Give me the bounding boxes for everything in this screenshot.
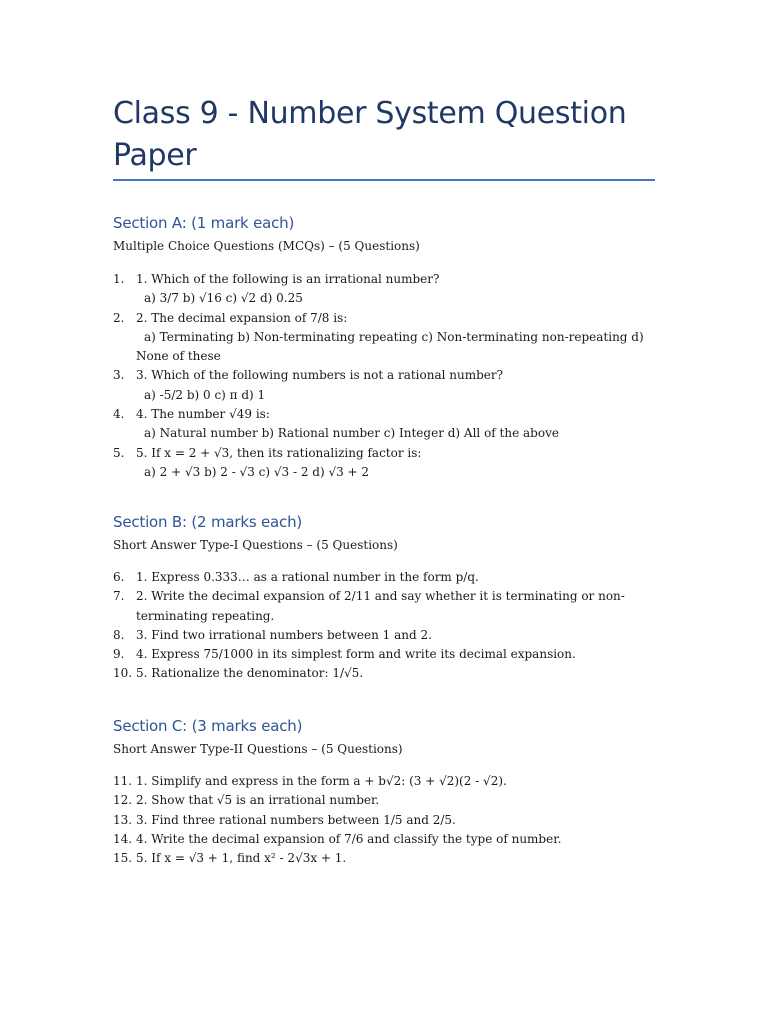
question-text: 2. Show that √5 is an irrational number.	[136, 793, 380, 808]
question-text: 3. Find three rational numbers between 1/5 and 2/5.	[136, 812, 456, 827]
question-item	[113, 568, 673, 587]
question-list	[113, 568, 673, 684]
section-subheading: Multiple Choice Questions (MCQs) – (5 Questions)	[113, 239, 420, 253]
question-item	[113, 626, 673, 645]
question-text: 2. Write the decimal expansion of 2/11 and say whether it is terminating or non-terminating repeating.	[136, 589, 625, 623]
question-number: 3.	[113, 368, 125, 383]
question-options: a) Terminating b) Non-terminating repeating c) Non-terminating non-repeating d) None of these	[136, 329, 644, 364]
title-underline	[113, 179, 655, 181]
question-text: 1. Simplify and express in the form a + b√2: (3 + √2)(2 - √2).	[136, 774, 507, 788]
question-number: 11.	[113, 774, 133, 788]
question-number: 12.	[113, 793, 133, 808]
section-c	[113, 716, 673, 868]
question-item	[113, 309, 673, 367]
question-list	[113, 772, 673, 868]
question-item	[113, 270, 673, 309]
question-text: 4. The number √49 is:	[136, 407, 270, 422]
question-text: 3. Find two irrational numbers between 1 and 2.	[136, 627, 432, 642]
question-item	[113, 772, 673, 791]
question-number: 15.	[113, 851, 133, 866]
section-heading: Section A: (1 mark each)	[113, 214, 295, 232]
question-number: 2.	[113, 310, 125, 325]
question-number: 13.	[113, 812, 133, 827]
section-subheading: Short Answer Type-II Questions – (5 Questions)	[113, 742, 403, 756]
question-text: 5. If x = 2 + √3, then its rationalizing factor is:	[136, 445, 422, 460]
question-item	[113, 645, 673, 664]
question-text: 4. Express 75/1000 in its simplest form and write its decimal expansion.	[136, 647, 576, 662]
question-number: 5.	[113, 445, 125, 460]
question-number: 1.	[113, 272, 125, 286]
section-subheading: Short Answer Type-I Questions – (5 Questions)	[113, 538, 398, 552]
question-text: 4. Write the decimal expansion of 7/6 and classify the type of number.	[136, 831, 562, 846]
question-item	[113, 366, 673, 405]
question-number: 7.	[113, 589, 125, 604]
question-text: 5. Rationalize the denominator: 1/√5.	[136, 666, 364, 681]
question-item	[113, 849, 673, 868]
question-text: 2. The decimal expansion of 7/8 is:	[136, 310, 348, 325]
question-number: 4.	[113, 407, 125, 422]
question-number: 14.	[113, 831, 133, 846]
question-text: 1. Express 0.333… as a rational number in the form p/q.	[136, 570, 479, 584]
question-text: 5. If x = √3 + 1, find x² - 2√3x + 1.	[136, 851, 347, 866]
question-item	[113, 444, 673, 483]
section-heading: Section B: (2 marks each)	[113, 513, 303, 531]
question-item	[113, 405, 673, 444]
question-item	[113, 791, 673, 810]
question-number: 10.	[113, 666, 133, 681]
section-a	[113, 213, 673, 482]
question-number: 6.	[113, 570, 125, 584]
question-text: 1. Which of the following is an irrational number?	[136, 272, 440, 286]
question-options: a) -5/2 b) 0 c) π d) 1	[144, 387, 266, 402]
question-item	[113, 587, 673, 626]
document-title: Class 9 - Number System Question Paper	[113, 96, 627, 173]
question-options: a) Natural number b) Rational number c) Integer d) All of the above	[144, 426, 559, 441]
question-number: 9.	[113, 647, 125, 662]
question-options: a) 3/7 b) √16 c) √2 d) 0.25	[144, 291, 303, 306]
question-item	[113, 811, 673, 830]
question-text: 3. Which of the following numbers is not a rational number?	[136, 368, 504, 383]
question-list	[113, 270, 673, 482]
question-item	[113, 664, 673, 683]
section-heading: Section C: (3 marks each)	[113, 717, 303, 735]
question-item	[113, 830, 673, 849]
section-b	[113, 512, 673, 684]
question-number: 8.	[113, 627, 125, 642]
question-options: a) 2 + √3 b) 2 - √3 c) √3 - 2 d) √3 + 2	[144, 464, 370, 479]
